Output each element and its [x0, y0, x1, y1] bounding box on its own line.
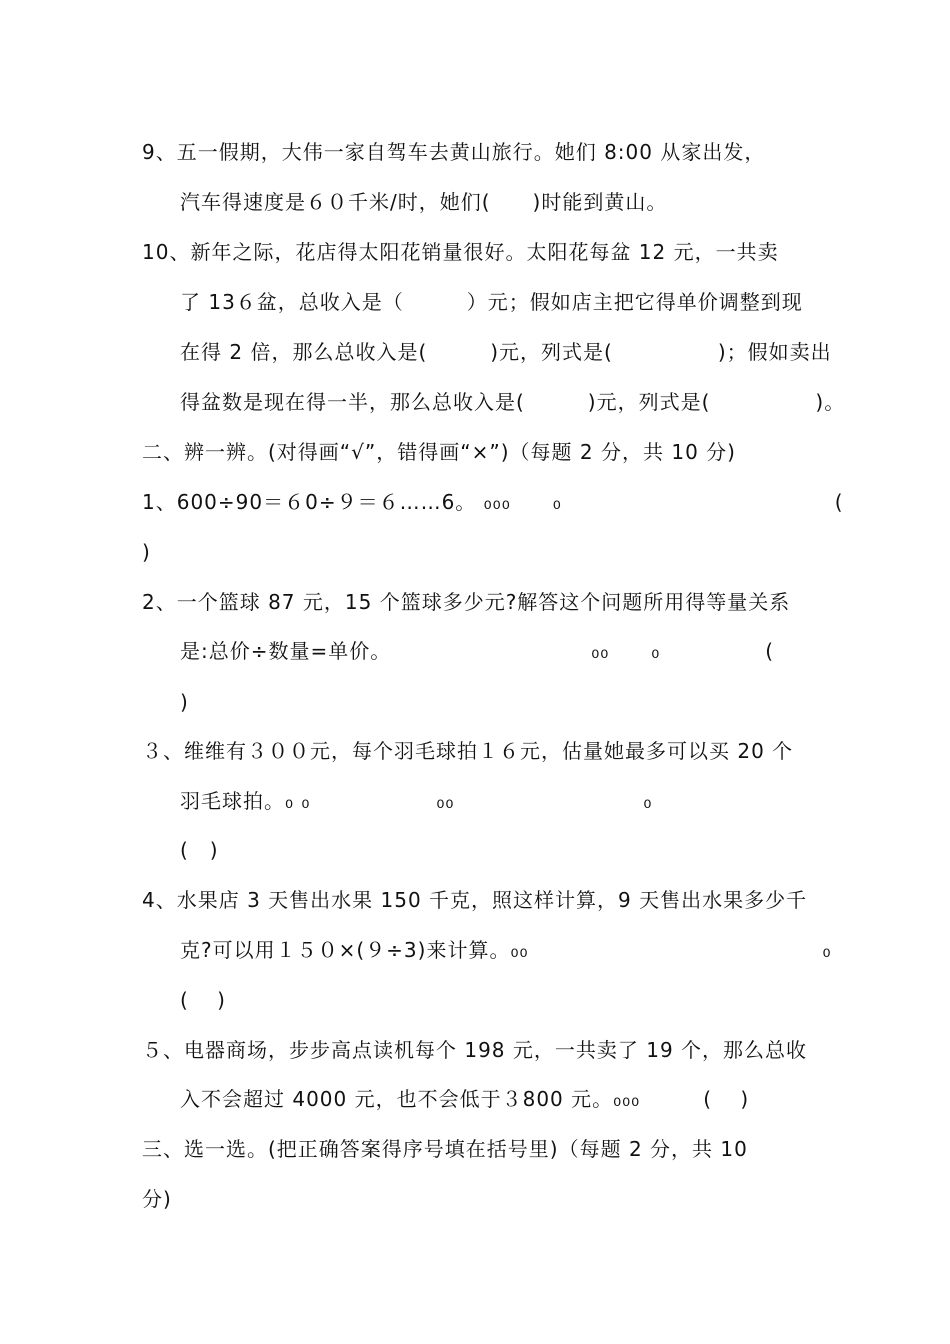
line-judge-5-a: ５、电器商场，步步高点读机每个 198 元，一共卖了 19 个，那么总收	[142, 1038, 808, 1062]
line-judge-4-a: 4、水果店 3 天售出水果 150 千克，照这样计算，9 天售出水果多少千	[142, 888, 808, 912]
line-judge-1-b: )	[142, 540, 151, 564]
section-three-heading-cont: 分)	[142, 1187, 172, 1211]
line-judge-4-c: ( )	[180, 988, 226, 1012]
line-judge-1-a: 1、600÷90＝６0÷９＝６……6。 ₀₀₀ ₀ (	[142, 490, 844, 514]
line-q9-a: 9、五一假期，大伟一家自驾车去黄山旅行。她们 8:00 从家出发，	[142, 140, 766, 164]
line-judge-3-c: ( )	[180, 838, 219, 862]
line-judge-4-b: 克?可以用１５０×(９÷3)来计算。₀₀ ₀	[180, 938, 832, 962]
line-judge-2-b: 是:总价÷数量=单价。 ₀₀ ₀ (	[180, 639, 775, 663]
line-q10-a: 10、新年之际，花店得太阳花销量很好。太阳花每盆 12 元，一共卖	[142, 240, 779, 264]
section-two-heading: 二、辨一辨。(对得画“√”，错得画“×”)（每题 2 分，共 10 分)	[142, 440, 736, 464]
line-judge-5-b: 入不会超过 4000 元，也不会低于３800 元。₀₀₀ ( )	[180, 1087, 750, 1111]
line-q10-d: 得盆数是现在得一半，那么总收入是( )元，列式是( )。	[180, 390, 846, 414]
line-q9-b: 汽车得速度是６０千米/时，她们( )时能到黄山。	[180, 190, 668, 214]
line-judge-2-c: )	[180, 690, 189, 714]
line-judge-3-a: ３、维维有３００元，每个羽毛球拍１６元，估量她最多可以买 20 个	[142, 739, 794, 763]
line-judge-2-a: 2、一个篮球 87 元，15 个篮球多少元?解答这个问题所用得等量关系	[142, 590, 791, 614]
line-judge-3-b: 羽毛球拍。₀ ₀ ₀₀ ₀	[180, 789, 653, 813]
line-q10-b: 了 13６盆，总收入是（ ）元；假如店主把它得单价调整到现	[180, 290, 803, 314]
section-three-heading: 三、选一选。(把正确答案得序号填在括号里)（每题 2 分，共 10	[142, 1137, 748, 1161]
line-q10-c: 在得 2 倍，那么总收入是( )元，列式是( )；假如卖出	[180, 340, 832, 364]
